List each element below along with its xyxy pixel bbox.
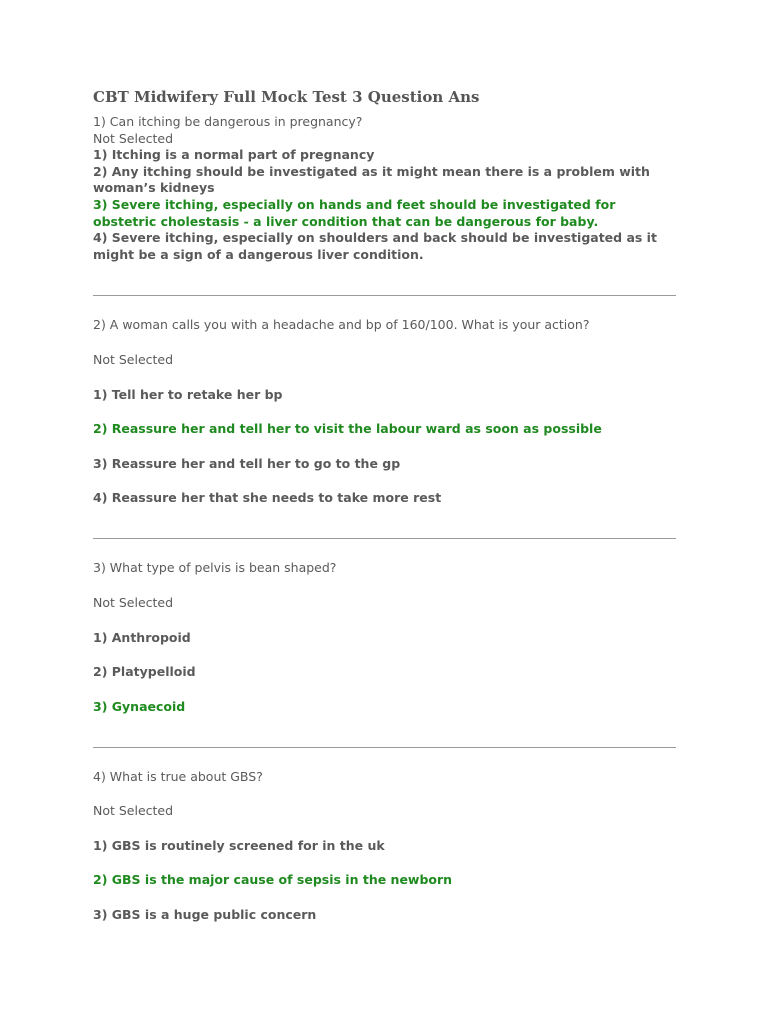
question-text: 1) Can itching be dangerous in pregnancy? [93, 114, 363, 129]
question-text: 4) What is true about GBS? [93, 768, 263, 784]
answer-option: 1) Tell her to retake her bp [93, 386, 283, 402]
answer-option: 3) GBS is a huge public concern [93, 907, 317, 923]
question-text: 2) A woman calls you with a headache and bp of 160/100. What is your action? [93, 317, 590, 333]
answer-status: Not Selected [93, 130, 174, 146]
question-text: 3) What type of pelvis is bean shaped? [93, 560, 337, 576]
correct-answer-option: 2) Reassure her and tell her to visit the labour ward as soon as possible [93, 421, 602, 437]
question-block-2 [93, 317, 676, 506]
document-title: CBT Midwifery Full Mock Test 3 Question Ans [93, 88, 480, 106]
section-divider [93, 747, 676, 748]
question-block-3 [93, 560, 676, 714]
answer-option: 2) Platypelloid [93, 664, 196, 680]
section-divider [93, 295, 676, 296]
document-page [93, 86, 676, 923]
answer-option: 3) Reassure her and tell her to go to the gp [93, 455, 401, 471]
question-block-1 [93, 114, 676, 263]
section-divider [93, 538, 676, 539]
correct-answer-option: 3) Severe itching, especially on hands and feet should be investigated for obstetric cholestasis - a liver condition that can be dangerous for baby. [93, 196, 616, 229]
correct-answer-option: 2) GBS is the major cause of sepsis in the newborn [93, 872, 453, 888]
answer-option: 2) Any itching should be investigated as it might mean there is a problem with woman’s kidneys [93, 163, 650, 196]
answer-option: 4) Severe itching, especially on shoulders and back should be investigated as it might be a sign of a dangerous liver condition. [93, 230, 657, 262]
answer-option: 1) Anthropoid [93, 629, 191, 645]
answer-status: Not Selected [93, 594, 174, 610]
answer-option: 1) Itching is a normal part of pregnancy [93, 147, 375, 163]
answer-status: Not Selected [93, 351, 174, 367]
answer-option: 4) Reassure her that she needs to take more rest [93, 490, 442, 506]
correct-answer-option: 3) Gynaecoid [93, 698, 186, 714]
answer-option: 1) GBS is routinely screened for in the uk [93, 837, 385, 853]
answer-status: Not Selected [93, 803, 174, 819]
question-block-4 [93, 769, 676, 923]
